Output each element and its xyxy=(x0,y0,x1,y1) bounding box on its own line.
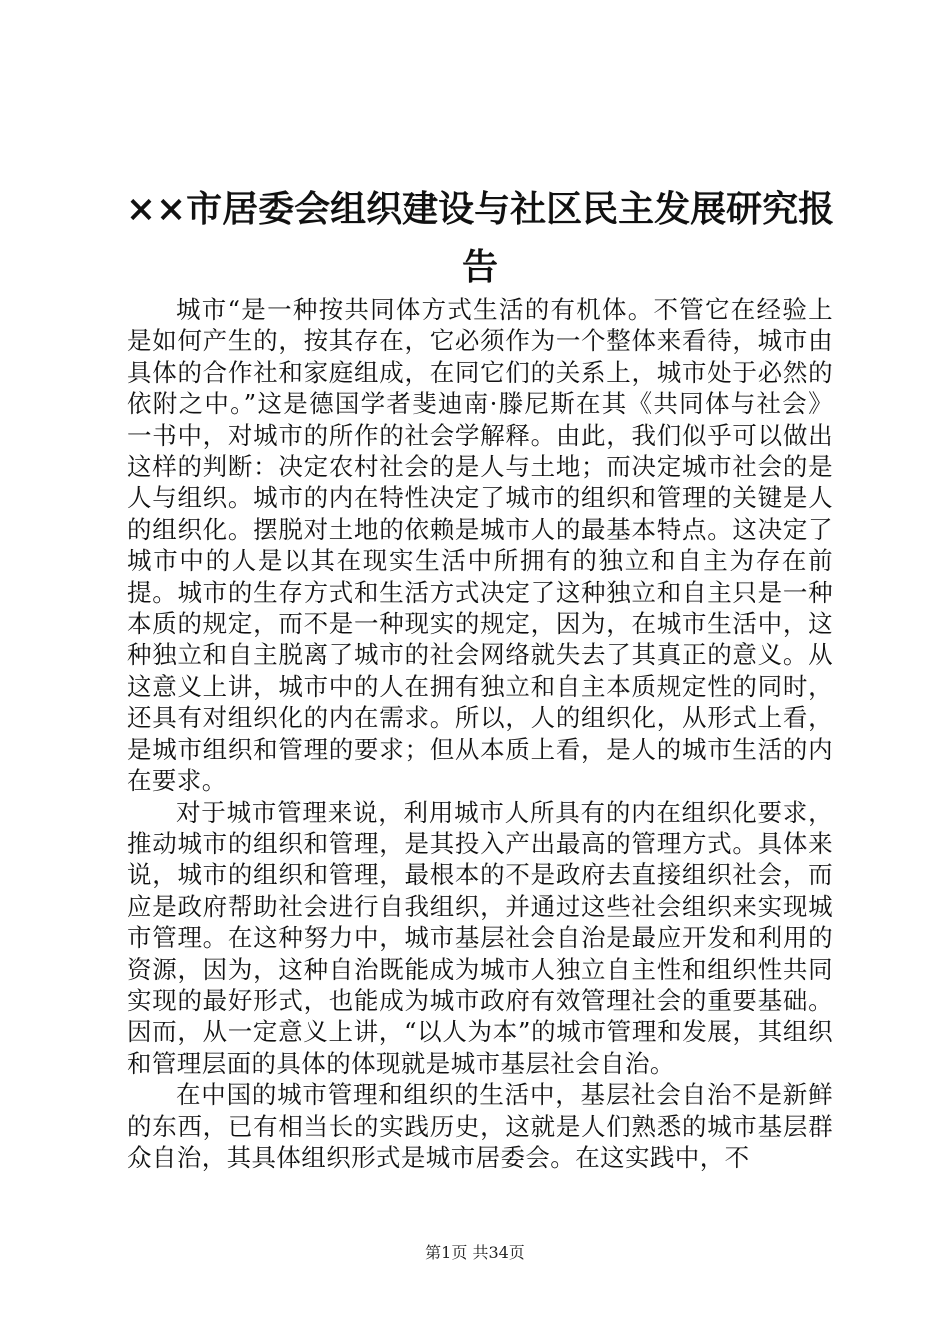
paragraph-3: 在中国的城市管理和组织的生活中，基层社会自治不是新鲜的东西，已有相当长的实践历史，这就是人们熟悉的城市基层群众自治，其具体组织形式是城市居委会。在这实践中，不 xyxy=(127,1080,833,1172)
paragraph-2: 对于城市管理来说，利用城市人所具有的内在组织化要求，推动城市的组织和管理，是其投入产出最高的管理方式。具体来说，城市的组织和管理，最根本的不是政府去直接组织社会，而应是政府帮助社会进行自我组织，并通过这些社会组织来实现城市管理。在这种努力中，城市基层社会自治是最应开发和利用的资源，因为，这种自治既能成为城市人独立自主性和组织性共同实现的最好形式，也能成为城市政府有效管理社会的重要基础。因而，从一定意义上讲，“以人为本”的城市管理和发展，其组织和管理层面的具体的体现就是城市基层社会自治。 xyxy=(127,797,833,1078)
document-body xyxy=(127,294,833,1173)
paragraph-1: 城市“是一种按共同体方式生活的有机体。不管它在经验上是如何产生的，按其存在，它必须作为一个整体来看待，城市由具体的合作社和家庭组成，在同它们的关系上，城市处于必然的依附之中。”这是德国学者斐迪南·滕尼斯在其《共同体与社会》一书中，对城市的所作的社会学解释。由此，我们似乎可以做出这样的判断：决定农村社会的是人与土地；而决定城市社会的是人与组织。城市的内在特性决定了城市的组织和管理的关键是人的组织化。摆脱对土地的依赖是城市人的最基本特点。这决定了城市中的人是以其在现实生活中所拥有的独立和自主为存在前提。城市的生存方式和生活方式决定了这种独立和自主只是一种本质的规定，而不是一种现实的规定，因为，在城市生活中，这种独立和自主脱离了城市的社会网络就失去了其真正的意义。从这意义上讲，城市中的人在拥有独立和自主本质规定性的同时，还具有对组织化的内在需求。所以，人的组织化，从形式上看，是城市组织和管理的要求；但从本质上看，是人的城市生活的内在要求。 xyxy=(127,295,833,796)
document-title: ××市居委会组织建设与社区民主发展研究报告 xyxy=(125,188,835,288)
page-number-footer: 第1页 共34页 xyxy=(425,1243,525,1262)
